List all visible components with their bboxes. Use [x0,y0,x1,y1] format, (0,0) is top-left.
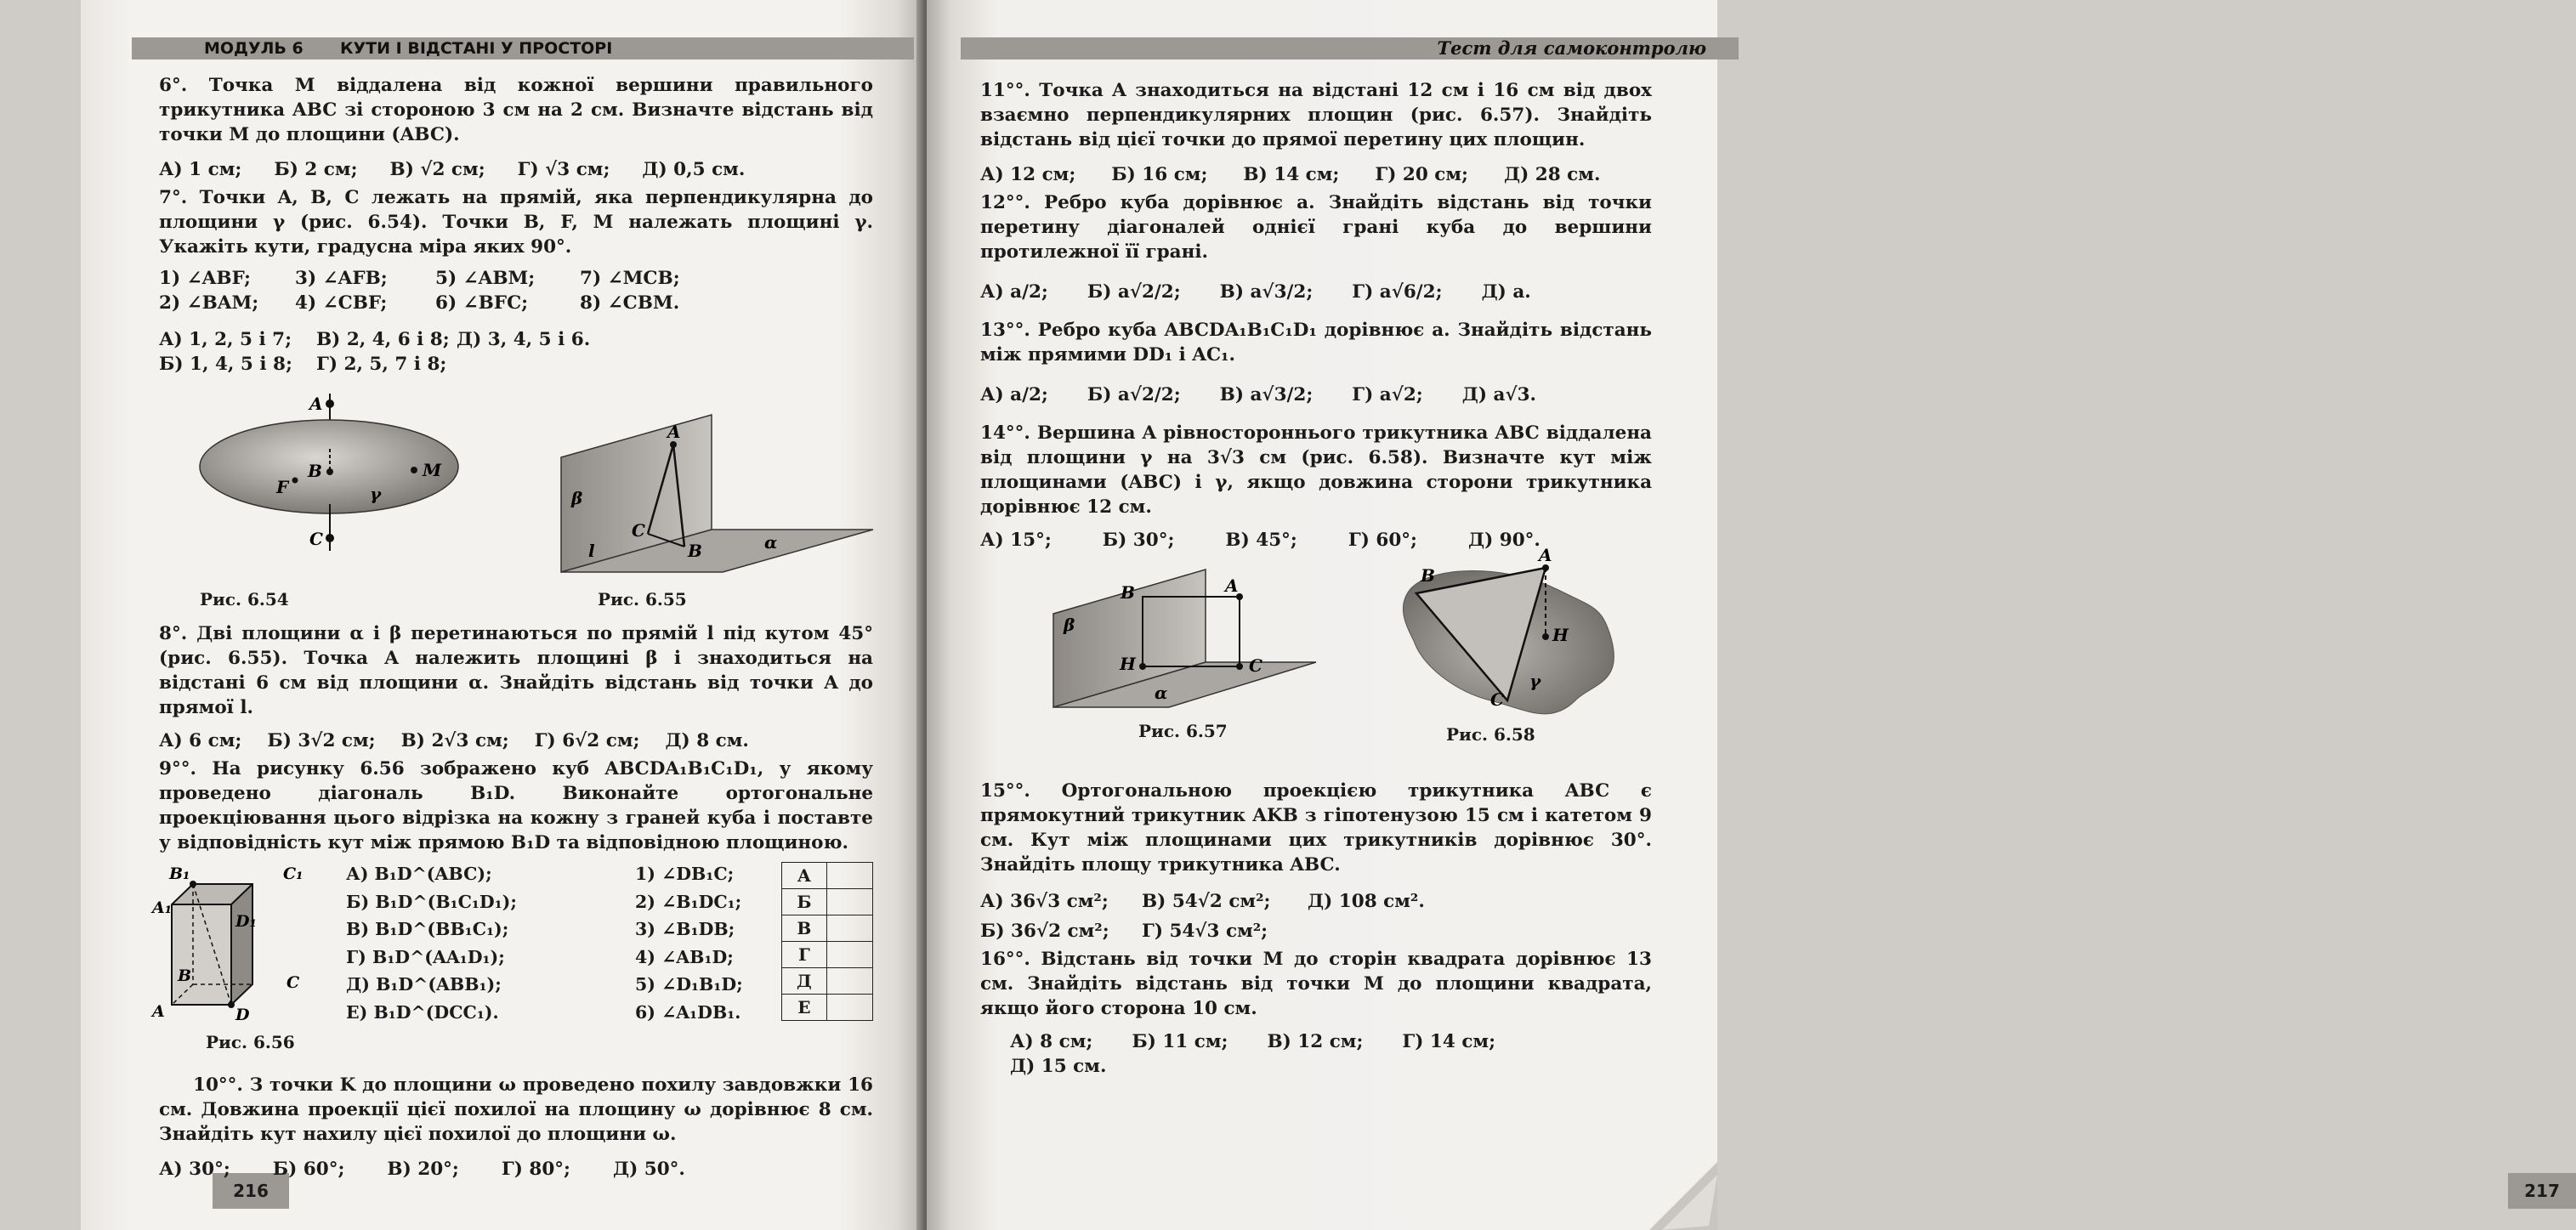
page-corner-fold [1615,1128,1717,1230]
answer-option: А) 12 см; [980,164,1076,185]
table-row [782,915,873,942]
fig56-label-A: A [152,1002,165,1021]
figure-6-55-caption: Рис. 6.55 [598,589,687,609]
fig54-label-M: M [423,460,442,480]
fig57-label-B: B [1121,582,1135,603]
question-12-answers [980,280,1652,304]
angle-option: 1) ∠DB₁C; [635,864,735,884]
table-row-label: Д [782,968,827,995]
angle-option: 8) ∠CBM. [580,292,680,314]
answer-option: В) 2, 4, 6 і 8; [316,329,450,350]
plane-option: Д) B₁D^(ABB₁); [346,974,502,995]
question-14: 14°°. Вершина A рівностороннього трикутника ABC віддалена від площини γ на 3√3 см (рис. 6.58). Визначте кут між площинами (ABC) і γ, якщо довжина сторони трикутника дорівнює 12 см. [980,422,1652,518]
answer-option: Г) 2, 5, 7 і 8; [316,354,447,375]
fig55-label-C: C [632,520,645,541]
question-8: 8°. Дві площини α і β перетинаються по прямій l під кутом 45° (рис. 6.55). Точка A належить площині β і знаходиться на відстані 6 см від площини α. Знайдіть відстань від точки A до прямої l. [159,623,873,718]
fig57-label-H: H [1120,654,1136,674]
answer-cell[interactable] [826,915,872,942]
answer-option: В) a√3/2; [1219,384,1314,405]
angle-option: 7) ∠MCB; [580,268,680,289]
answer-option: Б) 3√2 см; [267,730,376,751]
question-7-answers [159,327,873,377]
question-7: 7°. Точки A, B, C лежать на прямій, яка перпендикулярна до площини γ (рис. 6.54). Точки B, F, M належать площині γ. Укажіть кути, градусна міра яких 90°. [159,187,873,258]
answer-option: Д) 50°. [612,1159,685,1180]
answer-cell[interactable] [826,863,872,889]
question-16-answers [1010,1029,1652,1079]
right-page-header [961,37,1739,60]
angle-option: 5) ∠D₁B₁D; [635,974,743,995]
answer-option: Б) 11 см; [1132,1031,1228,1052]
question-15: 15°°. Ортогональною проекцією трикутника ABC є прямокутний трикутник AKB з гіпотенузою 15 см і катетом 9 см. Кут між площинами цих трикутників дорівнює 30°. Знайдіть площу трикутника ABC. [980,780,1652,876]
fig57-label-alpha: α [1155,683,1168,703]
answer-option: Д) 8 см. [665,730,749,751]
module-label: МОДУЛЬ 6 [204,39,304,58]
answer-option: Д) a. [1481,281,1531,303]
answer-cell[interactable] [826,968,872,995]
answer-option: Б) a√2/2; [1087,384,1181,405]
fig56-label-B1: B₁ [169,864,190,883]
answer-option: А) 6 см; [159,730,242,751]
fig56-label-C1: C₁ [283,864,304,883]
table-row-label: А [782,863,827,889]
fig56-label-D: D [235,1006,250,1024]
question-13: 13°°. Ребро куба ABCDA₁B₁C₁D₁ дорівнює a. Знайдіть відстань між прямими DD₁ і AC₁. [980,320,1652,366]
angle-option: 3) ∠AFB; [295,268,388,289]
fig55-label-A: A [667,422,681,442]
plane-option: А) B₁D^(ABC); [346,864,492,884]
q9-planes-list [346,860,517,1026]
question-15-answers [980,889,1652,944]
table-row [782,995,873,1021]
question-13-answers [980,383,1652,407]
fig55-label-B: B [688,541,702,561]
answer-option: В) 20°; [387,1159,459,1180]
answer-option: Д) a√3. [1461,384,1537,405]
answer-option: Б) 30°; [1102,530,1175,551]
question-7-options [159,266,873,315]
question-8-answers [159,728,873,753]
figure-6-54-55 [159,377,873,589]
figures-6-54-6-55 [159,377,873,615]
fig55-label-alpha: α [764,532,778,553]
q9-angles-list [635,860,743,1026]
fig54-label-B: B [308,461,322,481]
table-row [782,889,873,915]
answer-option: В) 45°; [1225,530,1297,551]
answer-option: А) 1 см; [159,159,242,180]
question-9-matching [152,855,873,1068]
answer-option: Г) 60°; [1348,530,1417,551]
question-10-answers [159,1157,873,1182]
figure-6-57-caption: Рис. 6.57 [1138,721,1228,741]
angle-option: 6) ∠BFC; [435,292,529,314]
answer-option: А) 30°; [159,1159,230,1180]
angle-option: 5) ∠ABM; [435,268,536,289]
table-row-label: В [782,915,827,942]
answer-option: Г) 54√3 см²; [1142,921,1268,942]
fig57-label-A: A [1225,575,1239,596]
answer-option: А) a/2; [980,384,1048,405]
answer-option: В) 2√3 см; [400,730,509,751]
answer-option: Д) 15 см. [1010,1056,1107,1077]
fig54-label-A: A [309,394,323,414]
figure-6-56 [152,860,329,1030]
answer-option: Б) 1, 4, 5 і 8; [159,354,292,375]
question-11: 11°°. Точка A знаходиться на відстані 12 см і 16 см від двох взаємно перпендикулярних площин (рис. 6.57). Знайдіть відстань від цієї точки до прямої перетину цих площин. [980,80,1652,150]
answer-option: Б) 16 см; [1111,164,1208,185]
table-row-label: Б [782,889,827,915]
answer-option: Д) 0,5 см. [642,159,746,180]
answer-option: А) a/2; [980,281,1048,303]
question-11-answers [980,162,1652,187]
answer-option: В) √2 см; [389,159,485,180]
table-row-label: Е [782,995,827,1021]
answer-cell[interactable] [826,889,872,915]
plane-option: Е) B₁D^(DCC₁). [346,1001,499,1023]
left-page-header [132,37,914,60]
question-6-answers [159,157,873,182]
fig54-label-F: F [276,477,289,497]
answer-option: Д) 3, 4, 5 і 6. [457,329,591,350]
table-row-label: Г [782,942,827,968]
left-column [152,73,873,1185]
fig55-label-l: l [588,541,595,561]
figures-6-57-6-58 [980,545,1652,779]
table-row [782,863,873,889]
plane-option: Б) B₁D^(B₁C₁D₁); [346,891,517,912]
question-16: 16°°. Відстань від точки M до сторін квадрата дорівнює 13 см. Знайдіть відстань від точки M до площини квадрата, якщо його сторона 10 см. [980,949,1652,1019]
question-10: 10°°. З точки K до площини ω проведено похилу завдовжки 16 см. Довжина проекції цієї похилої на площину ω дорівнює 8 см. Знайдіть кут нахилу цієї похилої до площини ω. [159,1074,873,1145]
page-number-left: 216 [213,1173,289,1209]
angle-option: 6) ∠A₁DB₁. [635,1001,741,1023]
answer-option: В) 12 см; [1267,1031,1364,1052]
answer-option: Б) 2 см; [274,159,358,180]
answer-option: Г) a√2; [1352,384,1423,405]
page-number-right: 217 [2508,1173,2576,1209]
answer-option: В) 54√2 см²; [1142,891,1271,912]
fig58-label-A: A [1539,545,1552,565]
answer-option: Г) 14 см; [1402,1031,1496,1052]
right-column [980,78,1652,1082]
answer-option: Д) 28 см. [1504,164,1601,185]
plane-option: Г) B₁D^(AA₁D₁); [346,946,505,967]
answer-option: В) a√3/2; [1219,281,1314,303]
table-row [782,942,873,968]
fig56-label-B: B [178,966,192,985]
question-6: 6°. Точка M віддалена від кожної вершини правильного трикутника ABC зі стороною 3 см на 2 см. Визначте відстань від точки M до площини (ABC). [159,75,873,145]
answer-option: Г) a√6/2; [1352,281,1443,303]
answer-option: А) 8 см; [1010,1031,1093,1052]
question-9: 9°°. На рисунку 6.56 зображено куб ABCDA₁B₁C₁D₁, у якому проведено діагональ B₁D. Виконайте ортогональне проекціювання цього відрізка на кожну з граней куба і поставте у відповідність кут між прямою B₁D та відповідною площиною. [159,758,873,853]
figure-6-58-caption: Рис. 6.58 [1446,724,1535,745]
plane-option: В) B₁D^(BB₁C₁); [346,919,509,939]
answer-option: Г) 6√2 см; [534,730,640,751]
chapter-title: КУТИ І ВІДСТАНІ У ПРОСТОРІ [340,39,613,58]
angle-option: 3) ∠B₁DB; [635,919,735,939]
answer-cell[interactable] [826,995,872,1021]
figure-6-57-58 [980,545,1652,751]
answer-option: Г) 80°; [501,1159,570,1180]
fig54-label-gamma: γ [370,484,382,504]
figure-6-56-caption: Рис. 6.56 [206,1032,295,1052]
angle-option: 4) ∠CBF; [295,292,388,314]
answer-option: Б) a√2/2; [1087,281,1181,303]
section-title: Тест для самоконтролю [1437,37,1706,59]
fig54-label-C: C [309,529,323,549]
fig58-label-gamma: γ [1529,671,1541,691]
fig56-label-D1: D₁ [235,912,257,931]
fig57-label-beta: β [1064,615,1075,635]
fig56-label-C: C [287,973,300,992]
answer-option: Г) √3 см; [517,159,610,180]
answer-cell[interactable] [826,942,872,968]
question-12: 12°°. Ребро куба дорівнює a. Знайдіть відстань від точки перетину діагоналей однієї грані куба до вершини протилежної її грані. [980,192,1652,263]
table-row [782,968,873,995]
answer-option: А) 36√3 см²; [980,891,1109,912]
fig57-label-C: C [1249,655,1262,676]
answer-option: В) 14 см; [1243,164,1340,185]
answer-table [781,862,873,1021]
fig55-label-beta: β [571,488,583,508]
fig58-label-H: H [1552,625,1569,645]
angle-option: 1) ∠ABF; [159,268,251,289]
answer-option: Б) 36√2 см²; [980,921,1109,942]
answer-option: Д) 108 см². [1308,891,1425,912]
answer-option: А) 15°; [980,530,1052,551]
fig58-label-C: C [1490,689,1504,710]
fig58-label-B: B [1421,565,1435,586]
fig56-label-A1: A₁ [152,898,173,917]
angle-option: 2) ∠B₁DC₁; [635,891,742,912]
answer-option: Г) 20 см; [1375,164,1468,185]
figure-6-54-caption: Рис. 6.54 [200,589,289,609]
angle-option: 2) ∠BAM; [159,292,259,314]
angle-option: 4) ∠AB₁D; [635,946,734,967]
answer-option: Б) 60°; [272,1159,345,1180]
answer-option: А) 1, 2, 5 і 7; [159,329,292,350]
answer-option: Д) 90°. [1467,530,1540,551]
